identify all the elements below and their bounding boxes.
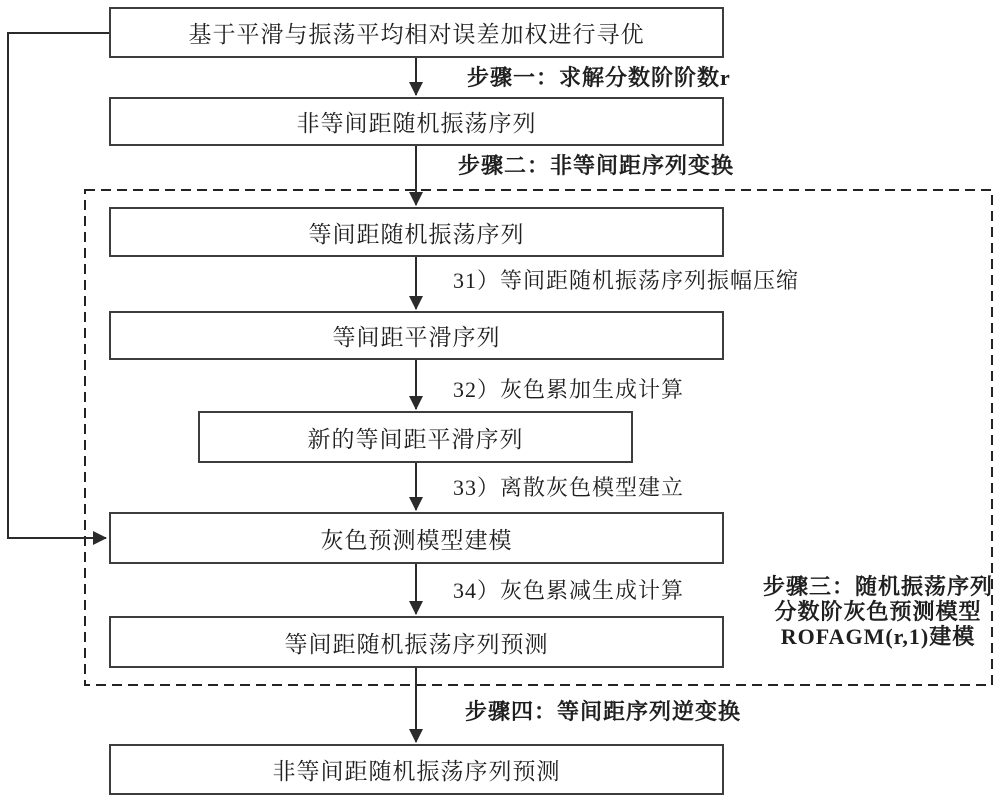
node-equidistant-smooth-sequence	[109, 311, 724, 360]
step4-label: 步骤四：等间距序列逆变换	[465, 699, 742, 724]
node-grey-prediction-modeling	[109, 512, 724, 564]
step1-label: 步骤一：求解分数阶阶数r	[467, 65, 731, 90]
node-label: 等间距随机振荡序列预测	[284, 631, 549, 657]
node-nonequidistant-oscillation-prediction	[109, 744, 724, 795]
node-label: 新的等间距平滑序列	[307, 426, 524, 452]
node-label: 等间距随机振荡序列	[308, 221, 525, 247]
node-label: 基于平滑与振荡平均相对误差加权进行寻优	[188, 22, 645, 47]
node-equidistant-oscillation-prediction	[109, 616, 724, 668]
feedback-loop-line	[8, 33, 109, 538]
node-label: 等间距平滑序列	[332, 325, 501, 350]
substep-31-label: 31）等间距随机振荡序列振幅压缩	[453, 268, 800, 293]
node-nonequidistant-oscillation-sequence	[109, 97, 724, 146]
node-label: 非等间距随机振荡序列	[296, 111, 537, 136]
step3-label-line1: 步骤三：随机振荡序列	[762, 574, 993, 599]
node-label: 灰色预测模型建模	[320, 527, 513, 553]
node-label: 非等间距随机振荡序列预测	[272, 759, 561, 784]
node-weighted-optimization	[109, 7, 724, 58]
step3-label-line3: ROFAGM(r,1)建模	[780, 624, 976, 649]
substep-32-label: 32）灰色累加生成计算	[453, 377, 685, 402]
node-new-equidistant-smooth-sequence	[198, 411, 633, 463]
substep-34-label: 34）灰色累减生成计算	[453, 578, 685, 603]
substep-33-label: 33）离散灰色模型建立	[453, 475, 685, 500]
node-equidistant-oscillation-sequence	[109, 207, 724, 257]
step3-group-label	[740, 574, 1000, 649]
step2-label: 步骤二：非等间距序列变换	[458, 153, 735, 178]
step3-label-line2: 分数阶灰色预测模型	[774, 599, 982, 624]
